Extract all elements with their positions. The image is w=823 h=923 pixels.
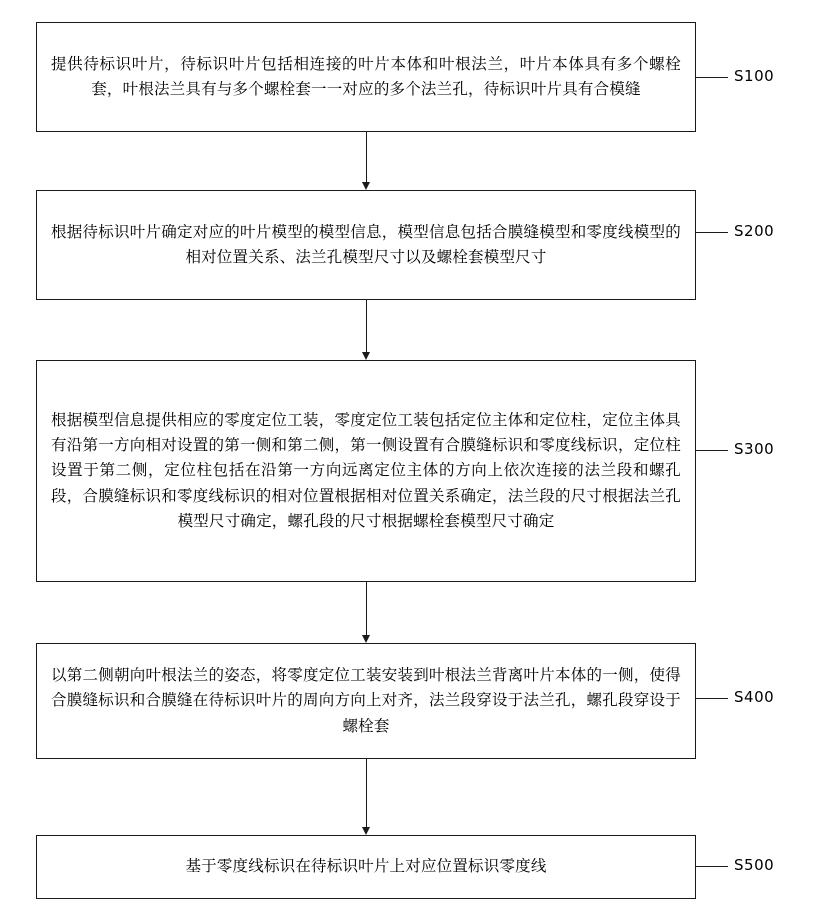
flow-node-s300 bbox=[36, 360, 696, 582]
arrowhead-s300 bbox=[362, 352, 370, 360]
flow-node-s200-text: 根据待标识叶片确定对应的叶片模型的模型信息，模型信息包括合膜缝模型和零度线模型的相对位置关系、法兰孔模型尺寸以及螺栓套模型尺寸 bbox=[51, 222, 681, 266]
flow-node-s100 bbox=[36, 22, 696, 132]
flow-node-s300-text: 根据模型信息提供相应的零度定位工装，零度定位工装包括定位主体和定位柱，定位主体具有沿第一方向相对设置的第一侧和第二侧，第一侧设置有合膜缝标识和零度线标识，定位柱设置于第二侧，定位柱包括在沿第一方向远离定位主体的方向上依次连接的法兰段和螺孔段，合膜缝标识和零度线标识的相对位置根据相对位置关系确定，法兰段的尺寸根据法兰孔模型尺寸确定，螺孔段的尺寸根据螺栓套模型尺寸确定 bbox=[51, 411, 681, 530]
leader-line-s300 bbox=[696, 450, 728, 451]
connector-s400-s500 bbox=[366, 759, 367, 831]
leader-line-s400 bbox=[696, 698, 728, 699]
step-label-s300: S300 bbox=[734, 440, 775, 458]
arrowhead-s500 bbox=[362, 827, 370, 835]
leader-line-s100 bbox=[696, 77, 728, 78]
leader-line-s200 bbox=[696, 232, 728, 233]
flow-node-s400 bbox=[36, 643, 696, 759]
flow-node-s500-text: 基于零度线标识在待标识叶片上对应位置标识零度线 bbox=[185, 857, 547, 876]
step-label-s500: S500 bbox=[734, 856, 775, 874]
connector-s100-s200 bbox=[366, 132, 367, 186]
arrowhead-s400 bbox=[362, 635, 370, 643]
flow-node-s100-text: 提供待标识叶片，待标识叶片包括相连接的叶片本体和叶根法兰，叶片本体具有多个螺栓套，叶根法兰具有与多个螺栓套一一对应的多个法兰孔，待标识叶片具有合模缝 bbox=[51, 54, 681, 98]
flow-node-s500 bbox=[36, 835, 696, 899]
step-label-s100: S100 bbox=[734, 67, 775, 85]
flow-node-s400-text: 以第二侧朝向叶根法兰的姿态，将零度定位工装安装到叶根法兰背离叶片本体的一侧，使得合膜缝标识和合膜缝在待标识叶片的周向方向上对齐，法兰段穿设于法兰孔，螺孔段穿设于螺栓套 bbox=[51, 666, 681, 735]
step-label-s200: S200 bbox=[734, 222, 775, 240]
connector-s200-s300 bbox=[366, 300, 367, 356]
step-label-s400: S400 bbox=[734, 688, 775, 706]
arrowhead-s200 bbox=[362, 182, 370, 190]
flow-node-s200 bbox=[36, 190, 696, 300]
connector-s300-s400 bbox=[366, 582, 367, 639]
leader-line-s500 bbox=[696, 866, 728, 867]
